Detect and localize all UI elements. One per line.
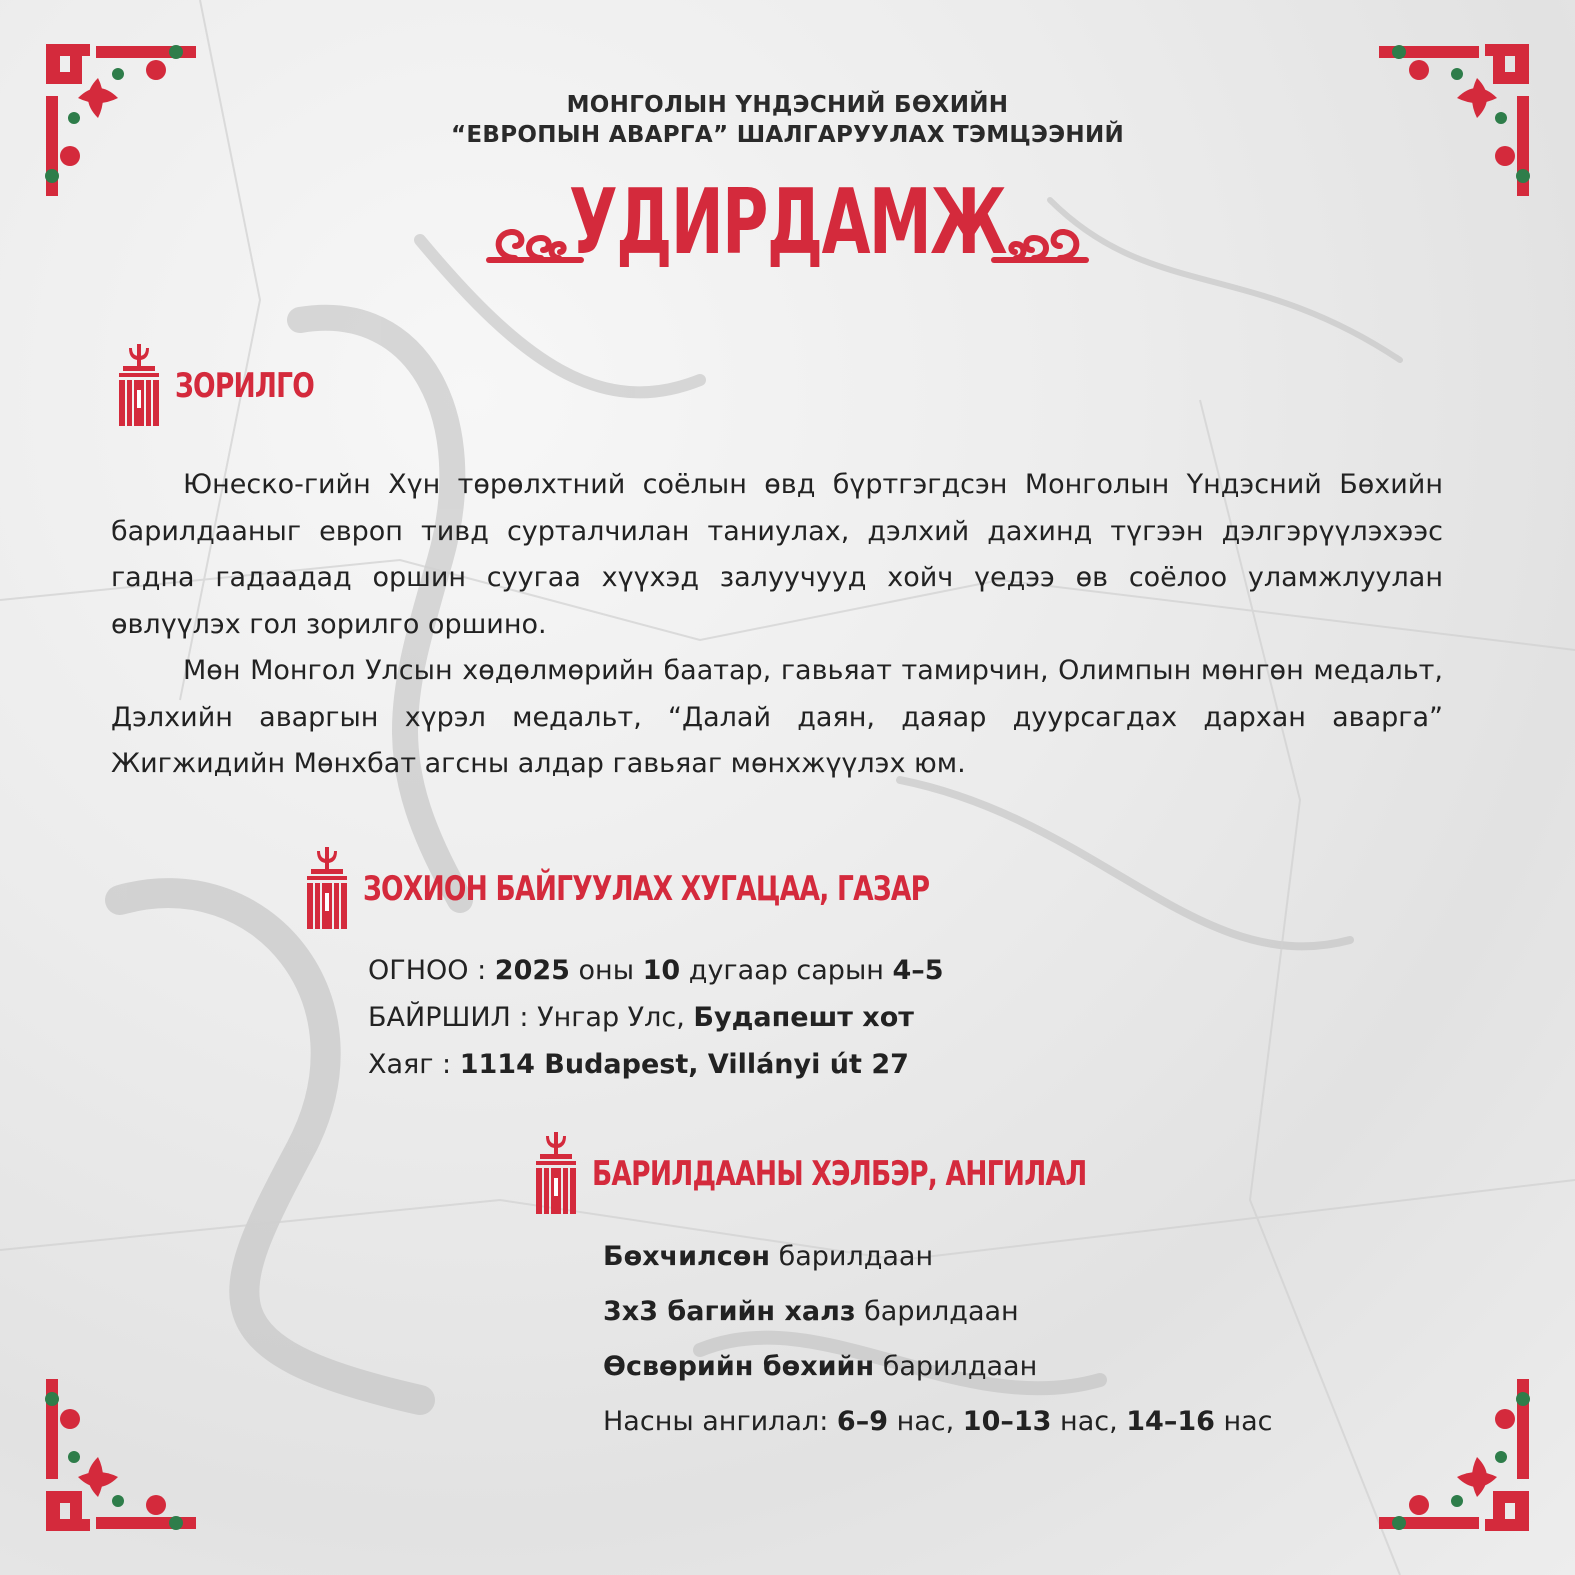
- section-goal-heading: [115, 342, 353, 430]
- corner-ornament-icon: [1377, 1377, 1537, 1537]
- age-text: нас: [1214, 1406, 1273, 1437]
- item-text: барилдаан: [874, 1351, 1038, 1382]
- event-location: [368, 1002, 914, 1033]
- banner-trident-icon: [303, 845, 351, 933]
- section-event-heading: [303, 845, 1089, 933]
- page-title: УДИРДАМЖ: [569, 170, 1006, 275]
- date-year: 2025: [494, 955, 570, 986]
- banner-trident-icon: [115, 342, 163, 430]
- list-item: [603, 1296, 1019, 1327]
- item-text: барилдаан: [769, 1241, 934, 1272]
- date-text: оны: [569, 955, 643, 986]
- age-text: нас,: [1051, 1406, 1127, 1437]
- section-title: БАРИЛДААНЫ ХЭЛБЭР, АНГИЛАЛ: [592, 1154, 1087, 1194]
- age-range: 10–13: [962, 1406, 1052, 1437]
- goal-paragraph-1: [111, 462, 1443, 648]
- date-days: 4–5: [892, 955, 944, 986]
- item-bold: 3х3 багийн халз: [603, 1296, 856, 1327]
- age-range: 6–9: [836, 1406, 888, 1437]
- item-bold: Бөхчилсөн: [603, 1241, 770, 1272]
- paragraph-text: Мөн Монгол Улсын хөдөлмөрийн баатар, гавьяат тамирчин, Олимпын мөнгөн медальт, Дэлхийн аваргын хүрэл медальт, “Далай даян, даяар дуурсагдах дархан аварга” Жигжидийн Мөнхбат агсны алдар гавьяаг мөнхжүүлэх юм.: [111, 655, 1443, 779]
- section-title: ЗОХИОН БАЙГУУЛАХ ХУГАЦАА, ГАЗАР: [363, 869, 930, 909]
- location-label: БАЙРШИЛ :: [368, 1002, 538, 1033]
- address-value: 1114 Budapest, Villányi út 27: [459, 1049, 909, 1080]
- header-line-1: МОНГОЛЫН ҮНДЭСНИЙ БӨХИЙН: [566, 92, 1009, 118]
- event-date: [368, 955, 944, 986]
- age-text: нас,: [888, 1406, 963, 1437]
- age-categories: [603, 1406, 1273, 1437]
- title-block: [0, 170, 1575, 280]
- cloud-ornament-icon: [990, 214, 1090, 266]
- age-range: 14–16: [1126, 1406, 1215, 1437]
- goal-paragraph-2: [111, 648, 1443, 788]
- address-label: Хаяг :: [368, 1049, 460, 1080]
- list-item: [603, 1351, 1037, 1382]
- date-text: дугаар сарын: [680, 955, 893, 986]
- date-month: 10: [642, 955, 681, 986]
- list-item: [603, 1241, 933, 1272]
- location-country: Унгар Улс,: [537, 1002, 694, 1033]
- date-label: ОГНОО :: [368, 955, 495, 986]
- banner-trident-icon: [532, 1130, 580, 1218]
- corner-ornament-icon: [38, 1377, 198, 1537]
- item-text: барилдаан: [855, 1296, 1019, 1327]
- item-bold: Өсвөрийн бөхийн: [603, 1351, 875, 1382]
- location-city: Будапешт хот: [693, 1002, 914, 1033]
- paragraph-text: Юнеско-гийн Хүн төрөлхтний соёлын өвд бүртгэгдсэн Монголын Үндэсний Бөхийн барилдааныг европ тивд сурталчилан таниулах, дэлхий дахинд түгээн дэлгэрүүлэхээс гадна гадаадад оршин суугаа хүүхэд залуучууд хойч үедээ өв соёлоо уламжлуулан өвлүүлэх гол зорилго оршино.: [111, 469, 1443, 640]
- header-line-2: “ЕВРОПЫН АВАРГА” ШАЛГАРУУЛАХ ТЭМЦЭЭНИЙ: [450, 122, 1125, 148]
- event-address: [368, 1049, 909, 1080]
- section-title: ЗОРИЛГО: [175, 366, 315, 406]
- age-label: Насны ангилал:: [603, 1406, 837, 1437]
- section-categories-heading: [532, 1130, 1226, 1218]
